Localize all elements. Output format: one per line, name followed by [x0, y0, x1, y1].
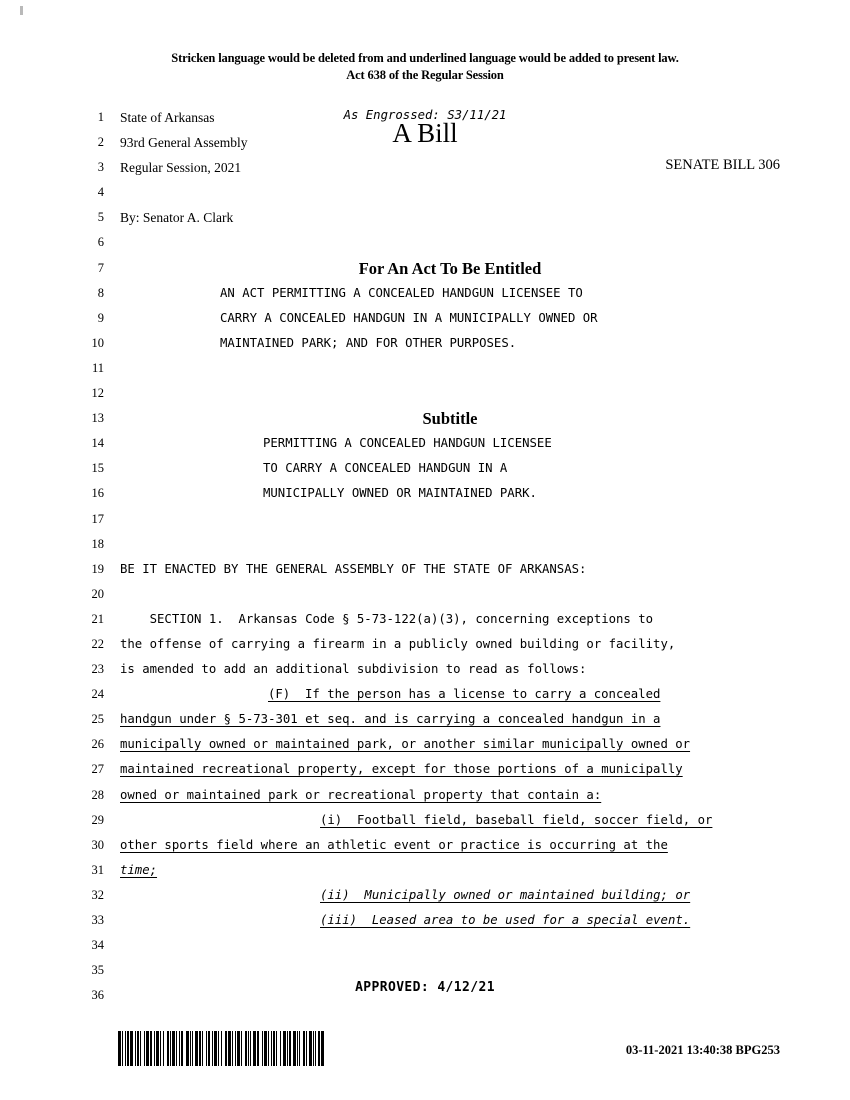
- line-number: 20: [91, 586, 104, 601]
- barcode-bar: [137, 1031, 139, 1066]
- line-number: 11: [91, 360, 104, 375]
- barcode-bar: [167, 1031, 169, 1066]
- line-blank-4: [120, 180, 780, 205]
- barcode-bar: [253, 1031, 256, 1066]
- line-number: 18: [91, 536, 104, 551]
- barcode-bar: [309, 1031, 312, 1066]
- barcode-bar: [176, 1031, 177, 1066]
- bill-number: SENATE BILL 306: [665, 157, 780, 173]
- barcode-bar: [276, 1031, 277, 1066]
- barcode-bar: [122, 1031, 123, 1066]
- barcode-bar: [208, 1031, 210, 1066]
- barcode-bar: [170, 1031, 171, 1066]
- barcode-bar: [190, 1031, 191, 1066]
- amendment-line-2: [120, 707, 780, 732]
- subitem-ii-line: [120, 883, 780, 908]
- line-number: 4: [97, 185, 104, 200]
- barcode-bar: [163, 1031, 164, 1066]
- line-number: 17: [91, 511, 104, 526]
- line-number: 14: [91, 436, 104, 451]
- subitem-iii-line: [120, 908, 780, 933]
- barcode-bar: [218, 1031, 219, 1066]
- barcode-bar: [150, 1031, 152, 1066]
- line-number: 6: [97, 235, 104, 250]
- barcode-bar: [146, 1031, 149, 1066]
- line-number: 2: [97, 135, 104, 150]
- line-blank-17: [120, 507, 780, 532]
- barcode-bar: [237, 1031, 240, 1066]
- barcode-bar: [241, 1031, 242, 1066]
- barcode-bar: [280, 1031, 281, 1066]
- amendment-line-5: [120, 783, 780, 808]
- engrossed-stamp: As Engrossed: S3/11/21: [343, 108, 507, 122]
- line-number: 33: [91, 913, 104, 927]
- barcode-bar: [221, 1031, 222, 1066]
- barcode-bar: [225, 1031, 227, 1066]
- subitem-i-text-1: (i) Football field, baseball field, soccer field, or: [320, 812, 713, 827]
- barcode-bar: [264, 1031, 267, 1066]
- barcode-bar: [212, 1031, 213, 1066]
- line-number: 10: [91, 335, 104, 350]
- barcode-bar: [154, 1031, 155, 1066]
- header-note-line-1: Stricken language would be deleted from and underlined language would be added to present law.: [171, 51, 679, 65]
- barcode-bar: [202, 1031, 203, 1066]
- barcode-bar: [271, 1031, 272, 1066]
- header-note: [0, 50, 850, 84]
- section-line-3: is amended to add an additional subdivision to read as follows:: [120, 662, 587, 677]
- page-title: A Bill: [392, 118, 458, 148]
- line-number: 22: [91, 636, 104, 651]
- subitem-i-text-3: time;: [120, 862, 158, 877]
- enacting-clause: BE IT ENACTED BY THE GENERAL ASSEMBLY OF THE STATE OF ARKANSAS:: [120, 561, 587, 576]
- line-number: 24: [91, 687, 104, 702]
- subitem-i-line-2: [120, 833, 780, 858]
- barcode-bar: [135, 1031, 136, 1066]
- line-session: Regular Session, 2021: [120, 160, 242, 176]
- barcode-bar: [181, 1031, 183, 1066]
- barcode-bar: [186, 1031, 189, 1066]
- line-number: 16: [91, 486, 104, 501]
- section-line-1: SECTION 1. Arkansas Code § 5-73-122(a)(3), concerning exceptions to: [120, 611, 654, 626]
- line-blank-6: [120, 230, 780, 255]
- act-title-line-1: AN ACT PERMITTING A CONCEALED HANDGUN LICENSEE TO: [220, 285, 583, 300]
- barcode-bar: [125, 1031, 126, 1066]
- line-number: 3: [97, 160, 104, 175]
- line-number: 23: [91, 662, 104, 677]
- barcode-bar: [245, 1031, 247, 1066]
- scan-artifact: [20, 6, 23, 15]
- line-number: 1: [97, 110, 104, 124]
- subitem-i-text-2: other sports field where an athletic event or practice is occurring at the: [120, 837, 668, 852]
- barcode-bar: [318, 1031, 320, 1066]
- line-number: 28: [91, 787, 104, 802]
- line-number: 8: [97, 285, 104, 300]
- barcode-bar: [140, 1031, 141, 1066]
- line-number: 34: [91, 938, 104, 953]
- line-blank-34: [120, 933, 780, 958]
- line-number: 31: [91, 862, 104, 877]
- line-number: 32: [91, 887, 104, 902]
- line-sponsor: By: Senator A. Clark: [120, 210, 234, 226]
- line-number: 13: [91, 411, 104, 426]
- line-number: 26: [91, 737, 104, 752]
- amendment-text-5: owned or maintained park or recreational property that contain a:: [120, 787, 602, 802]
- barcode-bar: [235, 1031, 236, 1066]
- line-assembly: 93rd General Assembly: [120, 135, 248, 151]
- subitem-ii-text: (ii) Municipally owned or maintained building; or: [320, 887, 691, 902]
- document-body: [120, 105, 780, 1008]
- barcode-bar: [250, 1031, 251, 1066]
- barcode-bar: [172, 1031, 175, 1066]
- barcode-bar: [287, 1031, 288, 1066]
- section-line-2: the offense of carrying a firearm in a publicly owned building or facility,: [120, 636, 676, 651]
- line-number: 19: [91, 561, 104, 576]
- subitem-i-line-3: [120, 858, 780, 883]
- barcode-bar: [262, 1031, 263, 1066]
- barcode-bar: [118, 1031, 121, 1066]
- barcode-bar: [195, 1031, 198, 1066]
- barcode-bar: [297, 1031, 298, 1066]
- barcode-bar: [273, 1031, 275, 1066]
- line-number: 5: [97, 210, 104, 225]
- line-blank-12: [120, 381, 780, 406]
- line-number: 21: [91, 611, 104, 626]
- barcode-bar: [144, 1031, 145, 1066]
- barcode-bar: [299, 1031, 300, 1066]
- header-note-line-2: Act 638 of the Regular Session: [346, 68, 504, 82]
- barcode-bar: [293, 1031, 296, 1066]
- barcode-bar: [192, 1031, 193, 1066]
- line-blank-18: [120, 532, 780, 557]
- barcode-icon: [118, 1031, 325, 1066]
- approved-stamp: APPROVED: 4/12/21: [355, 980, 495, 995]
- line-number: 12: [91, 386, 104, 401]
- line-number: 35: [91, 963, 104, 978]
- act-title-line-3: MAINTAINED PARK; AND FOR OTHER PURPOSES.: [220, 335, 517, 350]
- line-number-gutter: [74, 105, 104, 1008]
- barcode-bar: [179, 1031, 180, 1066]
- line-blank-20: [120, 582, 780, 607]
- barcode-bar: [228, 1031, 231, 1066]
- line-number: 9: [97, 310, 104, 325]
- barcode-bar: [321, 1031, 324, 1066]
- barcode-bar: [206, 1031, 207, 1066]
- barcode-bar: [289, 1031, 291, 1066]
- amendment-line-3: [120, 732, 780, 757]
- barcode-bar: [232, 1031, 233, 1066]
- subtitle-line-2: TO CARRY A CONCEALED HANDGUN IN A: [263, 461, 508, 476]
- amendment-line-1: [120, 682, 780, 707]
- act-heading: For An Act To Be Entitled: [358, 258, 542, 278]
- subtitle-line-3: MUNICIPALLY OWNED OR MAINTAINED PARK.: [263, 486, 537, 501]
- line-blank-11: [120, 356, 780, 381]
- line-number: 36: [91, 988, 104, 1003]
- barcode-bar: [283, 1031, 286, 1066]
- line-number: 29: [91, 812, 104, 827]
- line-number: 15: [91, 461, 104, 476]
- line-number: 7: [97, 260, 104, 275]
- barcode-bar: [306, 1031, 307, 1066]
- line-number: 27: [91, 762, 104, 777]
- subtitle-heading: Subtitle: [422, 409, 478, 429]
- barcode-bar: [156, 1031, 159, 1066]
- barcode-bar: [199, 1031, 201, 1066]
- barcode-bar: [130, 1031, 133, 1066]
- barcode-bar: [315, 1031, 316, 1066]
- amendment-text-1: (F) If the person has a license to carry a concealed: [268, 687, 661, 702]
- barcode-bar: [257, 1031, 259, 1066]
- amendment-text-3: municipally owned or maintained park, or another similar municipally owned or: [120, 737, 691, 752]
- processing-stamp: 03-11-2021 13:40:38 BPG253: [625, 1043, 780, 1057]
- line-state: State of Arkansas: [120, 110, 215, 125]
- line-number: 30: [91, 837, 104, 852]
- subitem-i-line-1: [120, 808, 780, 833]
- subtitle-line-1: PERMITTING A CONCEALED HANDGUN LICENSEE: [263, 436, 552, 451]
- barcode-bar: [313, 1031, 314, 1066]
- barcode-bar: [303, 1031, 305, 1066]
- act-title-line-2: CARRY A CONCEALED HANDGUN IN A MUNICIPALLY OWNED OR: [220, 310, 598, 325]
- barcode-bar: [248, 1031, 249, 1066]
- barcode-bar: [214, 1031, 217, 1066]
- barcode-bar: [160, 1031, 161, 1066]
- amendment-text-2: handgun under § 5-73-301 et seq. and is carrying a concealed handgun in a: [120, 712, 661, 727]
- barcode-bar: [268, 1031, 269, 1066]
- amendment-line-4: [120, 757, 780, 782]
- line-number: 25: [91, 712, 104, 727]
- subitem-iii-text: (iii) Leased area to be used for a special event.: [320, 913, 691, 927]
- amendment-text-4: maintained recreational property, except for those portions of a municipally: [120, 762, 683, 777]
- barcode-bar: [127, 1031, 129, 1066]
